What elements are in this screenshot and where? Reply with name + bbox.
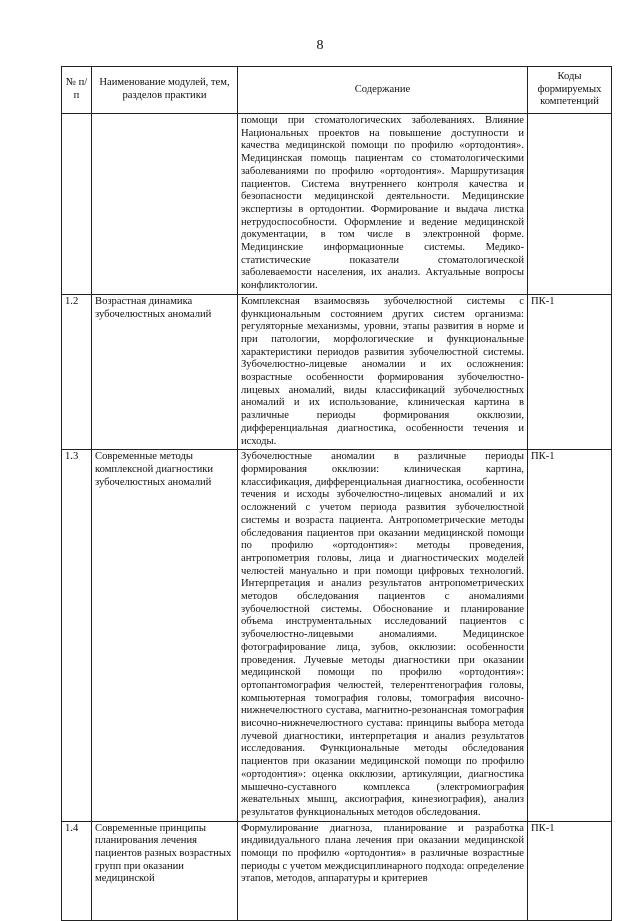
row-number xyxy=(62,114,92,295)
row-competencies xyxy=(528,114,612,295)
row-competencies: ПК-1 xyxy=(528,450,612,821)
row-content: помощи при стоматологических заболеваниях. Влияние Национальных проектов на повышение доступности и качества медицинской помощи по профилю «ортодонтия». Медицинская помощь пациентам со стоматологическими заболеваниями по профилю «ортодонтия». Маршрутизация пациентов. Система внутреннего контроля качества и безопасности медицинской деятельности. Медицинские экспертизы в ортодонтии. Формирование и выдача листка нетрудоспособности. Оформление и ведение медицинской документации, в том числе в электронной форме. Медицинские информационные системы. Медико-статистические показатели стоматологической заболеваемости населения, их анализ. Актуальные вопросы конфликтологии. xyxy=(238,114,528,295)
table-header-row xyxy=(62,67,612,114)
row-number: 1.3 xyxy=(62,450,92,821)
curriculum-table xyxy=(61,66,612,921)
table-row xyxy=(62,114,612,295)
page-number: 8 xyxy=(316,38,324,53)
row-content: Зубочелюстные аномалии в различные периоды формирования окклюзии: клиническая картина, классификация, дифференциальная диагностика, особенности течения и исходы зубочелюстно-лицевых аномалий и их осложнений с учетом периода развития зубочелюстной системы и возраста пациента. Антропометрические методы обследования пациентов при оказании медицинской помощи по профилю «ортодонтия»: методы проведения, антропометрия головы, лица и диагностических моделей челюстей мануально и при помощи цифровых технологий. Интерпретация и анализ результатов антропометрических методов обследования пациентов с аномалиями зубочелюстной системы. Обоснование и планирование объема инструментальных исследований пациентов с зубочелюстно-лицевыми аномалиями. Медицинское фотографирование лица, зубов, окклюзии: особенности проведения. Лучевые методы диагностики при оказании медицинской помощи по профилю «ортодонтия»: ортопантомография челюстей, телерентгенография головы, компьютерная томография головы, томография височно-нижнечелюстного сустава, магнитно-резонансная томография височно-нижнечелюстного сустава: принципы выбора метода лучевой диагностики, интерпретация и анализ результатов исследования. Функциональные методы обследования пациентов при оказании медицинской помощи по профилю «ортодонтия»: оценка окклюзии, артикуляции, диагностика мышечно-суставного комплекса (электромиография жевательных мышц, аксиография, кинезиография), анализ результатов функциональных методов обследования. xyxy=(238,450,528,821)
row-module-name: Возрастная динамика зубочелюстных аномалий xyxy=(92,294,238,449)
row-module-name xyxy=(92,114,238,295)
header-name: Наименование модулей, тем, разделов практики xyxy=(92,67,238,114)
header-competencies: Коды формируемых компетенций xyxy=(528,67,612,114)
row-module-name: Современные принципы планирования лечения пациентов разных возрастных групп при оказании медицинской xyxy=(92,821,238,920)
row-content: Комплексная взаимосвязь зубочелюстной системы с функциональным состоянием других систем организма: регуляторные механизмы, уровни, этапы развития в норме и при патологии, морфологические и функциональные характеристики периодов развития зубочелюстной системы. Зубочелюстно-лицевые аномалии и их осложнения: возрастные особенности формирования зубочелюстно-лицевых аномалий, виды классификаций зубочелюстных аномалий и их использование, клиническая картина в различные периоды формирования окклюзии, дифференциальная диагностика, особенности течения и исходы. xyxy=(238,294,528,449)
row-competencies: ПК-1 xyxy=(528,821,612,920)
table-row xyxy=(62,294,612,449)
row-number: 1.2 xyxy=(62,294,92,449)
header-content: Содержание xyxy=(238,67,528,114)
row-number: 1.4 xyxy=(62,821,92,920)
row-content: Формулирование диагноза, планирование и разработка индивидуального плана лечения при оказании медицинской помощи по профилю «ортодонтия» в различные возрастные периоды с учетом междисциплинарного подхода: определение этапов, методов, аппаратуры и критериев xyxy=(238,821,528,920)
header-num: № п/п xyxy=(62,67,92,114)
row-module-name: Современные методы комплексной диагностики зубочелюстных аномалий xyxy=(92,450,238,821)
row-competencies: ПК-1 xyxy=(528,294,612,449)
table-row xyxy=(62,450,612,821)
table-row xyxy=(62,821,612,920)
